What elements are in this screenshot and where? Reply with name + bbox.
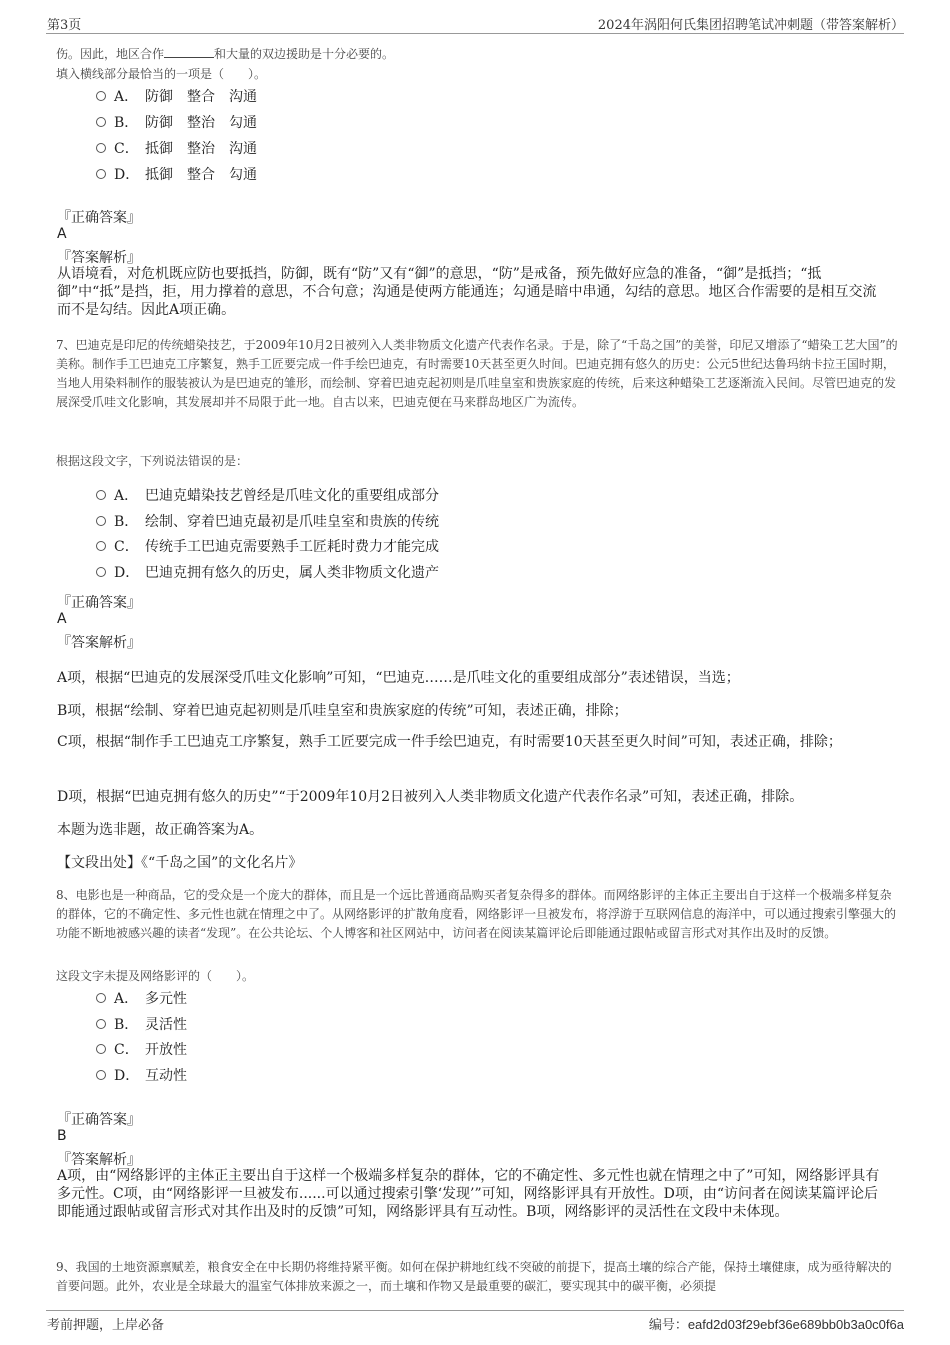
page-number: 第3页 xyxy=(47,18,82,33)
q6-answer: A xyxy=(57,226,67,242)
option-label: A． xyxy=(114,89,139,105)
q7-analysis-heading: 『答案解析』 xyxy=(57,635,141,651)
q8-analysis-heading: 『答案解析』 xyxy=(57,1152,141,1168)
code-value: eafd2d03f29ebf36e689bb0b3a0c0f6a xyxy=(687,1317,904,1332)
option-label: C． xyxy=(114,539,139,555)
option-label: B． xyxy=(114,115,139,131)
q6-option-a[interactable] xyxy=(96,88,257,106)
q7-stem: 7、巴迪克是印尼的传统蜡染技艺，于2009年10月2日被列入人类非物质文化遗产代表作名录。于是，除了“千岛之国”的美誉，印尼又增添了“蜡染工艺大国”的美称。制作手工巴迪克工序繁复，熟手工匠要完成一件手绘巴迪克，有时需要10天甚至更久时间。巴迪克拥有悠久的历史：公元5世纪达鲁玛纳卡拉王国时期，当地人用染料制作的服装被认为是巴迪克的雏形，而绘制、穿着巴迪克起初则是爪哇皇室和贵族家庭的传统，后来这种蜡染工艺逐渐流入民间。尽管巴迪克的发展深受爪哇文化影响，其发展却并不局限于此一地。自古以来，巴迪克便在马来群岛地区广为流传。 xyxy=(56,338,898,409)
q8-analysis: A项，由“网络影评的主体正主要出自于这样一个极端多样复杂的群体，它的不确定性、多元性也就在情理之中了”可知，网络影评具有多元性。C项，由“网络影评一旦被发布......可以通过搜索引擎‘发现’”可知，网络影评具有开放性。D项，由“访问者在阅读某篇评论后即能通过跟帖或留言形式对其作出及时的反馈”可知，网络影评具有互动性。B项，网络影评的灵活性在文段中未体现。 xyxy=(57,1168,880,1220)
option-text: 防御 整治 勾通 xyxy=(145,115,257,131)
option-text: 灵活性 xyxy=(145,1017,187,1033)
q7-analysis-b: B项，根据“绘制、穿着巴迪克起初则是爪哇皇室和贵族家庭的传统”可知，表述正确，排除； xyxy=(57,703,628,719)
q7-conclusion: 本题为选非题，故正确答案为A。 xyxy=(57,822,264,838)
q6-option-d[interactable] xyxy=(96,166,257,184)
radio-icon[interactable] xyxy=(96,516,106,526)
radio-icon[interactable] xyxy=(96,1044,106,1054)
q7-analysis-a: A项，根据“巴迪克的发展深受爪哇文化影响”可知，“巴迪克……是爪哇文化的重要组成部分”表述错误，当选； xyxy=(57,670,740,686)
radio-icon[interactable] xyxy=(96,1019,106,1029)
q8-question: 这段文字未提及网络影评的（ ）。 xyxy=(56,969,255,983)
option-text: 巴迪克拥有悠久的历史，属人类非物质文化遗产 xyxy=(145,565,439,581)
option-text: 防御 整合 沟通 xyxy=(145,89,257,105)
option-text: 巴迪克蜡染技艺曾经是爪哇文化的重要组成部分 xyxy=(145,488,439,504)
q8-answer: B xyxy=(57,1128,67,1144)
option-label: A． xyxy=(114,488,139,504)
radio-icon[interactable] xyxy=(96,117,106,127)
q6-stem-line1 xyxy=(56,45,394,62)
radio-icon[interactable] xyxy=(96,1070,106,1080)
option-label: A． xyxy=(114,991,139,1007)
option-text: 抵御 整治 沟通 xyxy=(145,141,257,157)
q6-analysis: 从语境看，对危机既应防也要抵挡，防御，既有“防”又有“御”的意思，“防”是戒备，预先做好应急的准备，“御”是抵挡；“抵御”中“抵”是挡，拒，用力撑着的意思，不合句意；沟通是使两方能通连；勾通是暗中串通，勾结的意思。地区合作需要的是相互交流而不是勾结。因此A项正确。 xyxy=(57,266,877,318)
q6-option-b[interactable] xyxy=(96,114,257,132)
q7-option-d[interactable] xyxy=(96,564,439,582)
radio-icon[interactable] xyxy=(96,91,106,101)
q6-stem-part2: 和大量的双边援助是十分必要的。 xyxy=(214,47,395,61)
radio-icon[interactable] xyxy=(96,993,106,1003)
q8-option-d[interactable] xyxy=(96,1067,187,1085)
q7-option-c[interactable] xyxy=(96,538,439,556)
radio-icon[interactable] xyxy=(96,169,106,179)
option-text: 开放性 xyxy=(145,1042,187,1058)
q7-question: 根据这段文字，下列说法错误的是： xyxy=(56,454,249,468)
q6-analysis-heading: 『答案解析』 xyxy=(57,250,141,266)
option-label: D． xyxy=(114,1068,140,1084)
q6-answer-heading: 『正确答案』 xyxy=(57,210,141,226)
radio-icon[interactable] xyxy=(96,567,106,577)
option-label: D． xyxy=(114,167,140,183)
q6-stem-line2: 填入横线部分最恰当的一项是（ ）。 xyxy=(56,67,267,81)
q8-answer-heading: 『正确答案』 xyxy=(57,1112,141,1128)
option-text: 绘制、穿着巴迪克最初是爪哇皇室和贵族的传统 xyxy=(145,514,439,530)
q7-analysis-c: C项，根据“制作手工巴迪克工序繁复，熟手工匠要完成一件手绘巴迪克，有时需要10天甚至更久时间”可知，表述正确，排除； xyxy=(57,734,842,750)
code-label: 编号： xyxy=(648,1318,688,1333)
q7-analysis-d: D项，根据“巴迪克拥有悠久的历史”“于2009年10月2日被列入人类非物质文化遗产代表作名录”可知，表述正确，排除。 xyxy=(57,789,804,805)
q6-stem-part1: 伤。因此，地区合作 xyxy=(56,47,165,61)
option-text: 传统手工巴迪克需要熟手工匠耗时费力才能完成 xyxy=(145,539,439,555)
option-text: 多元性 xyxy=(145,991,187,1007)
option-text: 互动性 xyxy=(145,1068,187,1084)
option-text: 抵御 整合 勾通 xyxy=(145,167,257,183)
footer-slogan: 考前押题，上岸必备 xyxy=(47,1318,165,1333)
document-code xyxy=(649,1314,904,1333)
q8-stem: 8、电影也是一种商品，它的受众是一个庞大的群体，而且是一个远比普通商品购买者复杂得多的群体。而网络影评的主体正主要出自于这样一个极端多样复杂的群体，它的不确定性、多元性也就在情理之中了。从网络影评的扩散角度看，网络影评一旦被发布，将浮游于互联网信息的海洋中，可以通过搜索引擎强大的功能不断地被感兴趣的读者“发现”。在公共论坛、个人博客和社区网站中，访问者在阅读某篇评论后即能通过跟帖或留言形式对其作出及时的反馈。 xyxy=(56,888,897,940)
q6-option-c[interactable] xyxy=(96,140,257,158)
q9-stem: 9、我国的土地资源禀赋差，粮食安全在中长期仍将维持紧平衡。如何在保护耕地红线不突破的前提下，提高土壤的综合产能，保持土壤健康，成为亟待解决的首要问题。此外，农业是全球最大的温室气体排放来源之一，而土壤和作物又是最重要的碳汇，要实现其中的碳平衡，必须提 xyxy=(56,1260,892,1293)
option-label: B． xyxy=(114,514,139,530)
q8-option-b[interactable] xyxy=(96,1016,187,1034)
radio-icon[interactable] xyxy=(96,541,106,551)
q7-answer: A xyxy=(57,611,67,627)
header-rule xyxy=(46,33,904,34)
option-label: C． xyxy=(114,141,139,157)
q7-option-b[interactable] xyxy=(96,513,439,531)
radio-icon[interactable] xyxy=(96,490,106,500)
option-label: C． xyxy=(114,1042,139,1058)
footer-rule xyxy=(46,1310,904,1311)
q6-blank xyxy=(164,45,214,58)
q8-option-a[interactable] xyxy=(96,990,187,1008)
q7-answer-heading: 『正确答案』 xyxy=(57,595,141,611)
document-title: 2024年涡阳何氏集团招聘笔试冲刺题（带答案解析） xyxy=(597,18,904,33)
q8-option-c[interactable] xyxy=(96,1041,187,1059)
q7-source: 【文段出处】《“千岛之国”的文化名片》 xyxy=(57,855,303,871)
radio-icon[interactable] xyxy=(96,143,106,153)
q7-option-a[interactable] xyxy=(96,487,439,505)
option-label: D． xyxy=(114,565,140,581)
option-label: B． xyxy=(114,1017,139,1033)
